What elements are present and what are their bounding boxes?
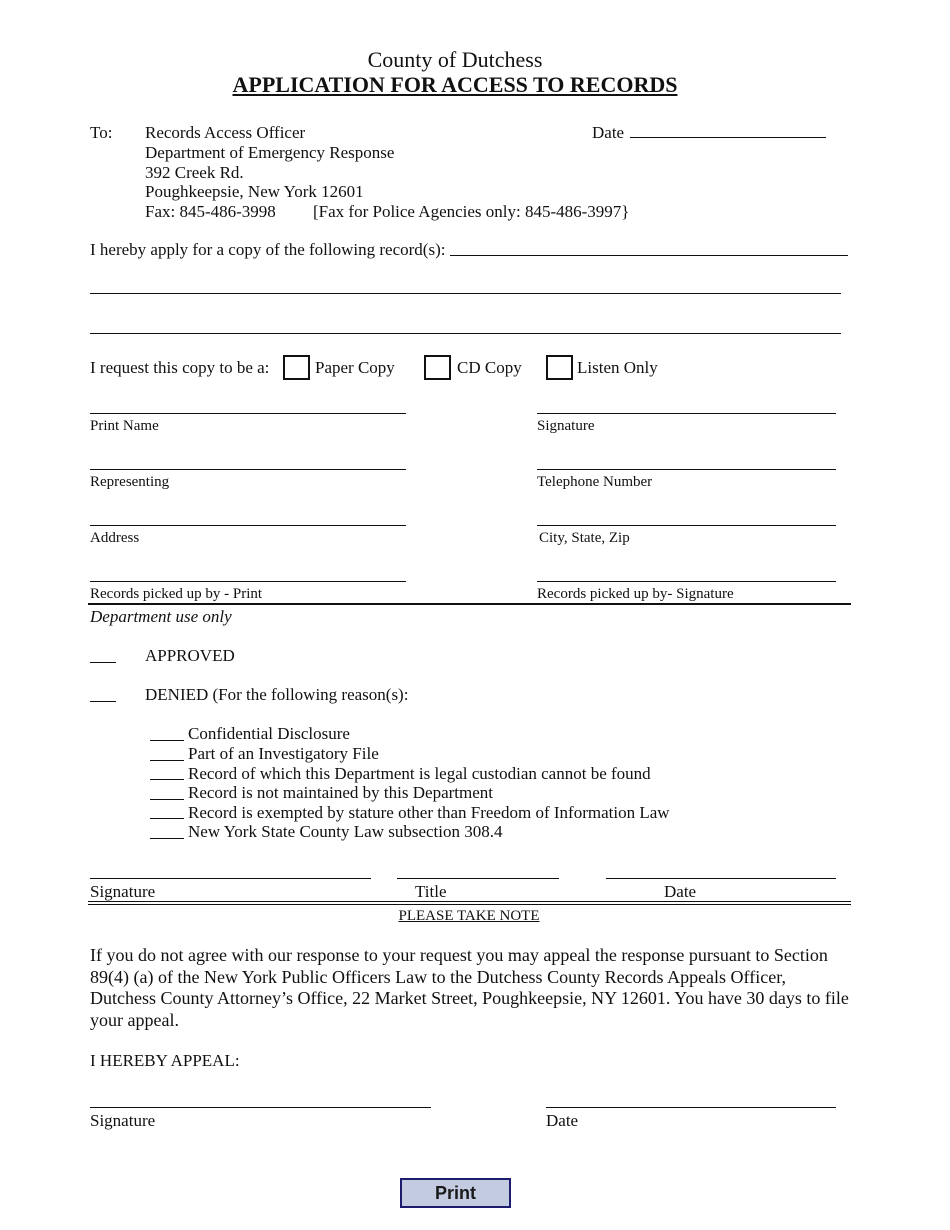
appeal-paragraph: If you do not agree with our response to your request you may appeal the response pursuant to Section 89(4) (a) of the New York Public Officers Law to the Dutchess County Records Appeals Officer, Dutchess County Attorney’s Office, 22 Market Street, Poughkeepsie, NY 12601. You have 30 days to file your appeal. <box>90 945 849 1030</box>
to-label: To: <box>90 123 113 142</box>
denied-mark-line[interactable] <box>90 701 116 702</box>
address-label: Address <box>90 530 140 546</box>
reason-mark-line-3[interactable] <box>150 779 184 780</box>
telephone-line[interactable] <box>537 469 836 470</box>
reason-mark-line-1[interactable] <box>150 740 184 741</box>
appeal-date-line[interactable] <box>546 1107 836 1108</box>
dept-title-line[interactable] <box>397 878 559 879</box>
dept-signature-line[interactable] <box>90 878 371 879</box>
approved-mark-line[interactable] <box>90 662 116 663</box>
appeal-date-label: Date <box>546 1111 579 1130</box>
city-state-zip-line[interactable] <box>537 525 836 526</box>
recipient-line-2: Department of Emergency Response <box>145 143 395 162</box>
representing-line[interactable] <box>90 469 406 470</box>
recipient-line-1: Records Access Officer <box>145 123 306 142</box>
dept-date-label: Date <box>664 882 697 901</box>
record-input-line-3[interactable] <box>90 333 841 334</box>
listen-only-label: Listen Only <box>577 358 658 377</box>
cd-copy-checkbox[interactable] <box>424 355 451 380</box>
reason-item-6: New York State County Law subsection 308.4 <box>188 822 503 841</box>
cd-copy-label: CD Copy <box>457 358 522 377</box>
department-heading: Department use only <box>90 607 232 626</box>
address-line[interactable] <box>90 525 406 526</box>
picked-up-print-line[interactable] <box>90 581 406 582</box>
print-name-line[interactable] <box>90 413 406 414</box>
paper-copy-label: Paper Copy <box>315 358 395 377</box>
dept-signature-label: Signature <box>90 882 156 901</box>
date-input-line[interactable] <box>630 137 826 138</box>
reason-item-3: Record of which this Department is legal custodian cannot be found <box>188 764 651 783</box>
reason-item-5: Record is exempted by stature other than Freedom of Information Law <box>188 803 670 822</box>
city-state-zip-label: City, State, Zip <box>539 530 630 546</box>
fax-number: Fax: 845-486-3998 <box>145 202 276 221</box>
print-button[interactable]: Print <box>400 1178 511 1208</box>
dept-date-line[interactable] <box>606 878 836 879</box>
appeal-label: I HEREBY APPEAL: <box>90 1051 240 1070</box>
form-title: APPLICATION FOR ACCESS TO RECORDS <box>232 72 678 97</box>
denied-label: DENIED (For the following reason(s): <box>145 685 409 704</box>
dept-title-label: Title <box>415 882 447 901</box>
approved-label: APPROVED <box>145 646 235 665</box>
reason-item-1: Confidential Disclosure <box>188 724 350 743</box>
reason-item-4: Record is not maintained by this Department <box>188 783 493 802</box>
print-name-label: Print Name <box>90 418 159 434</box>
telephone-label: Telephone Number <box>537 474 653 490</box>
paper-copy-checkbox[interactable] <box>283 355 310 380</box>
recipient-line-4: Poughkeepsie, New York 12601 <box>145 182 364 201</box>
picked-up-print-label: Records picked up by - Print <box>90 586 263 602</box>
reason-mark-line-6[interactable] <box>150 838 184 839</box>
appeal-signature-line[interactable] <box>90 1107 431 1108</box>
reason-mark-line-2[interactable] <box>150 760 184 761</box>
copy-type-label: I request this copy to be a: <box>90 358 270 377</box>
signature-label: Signature <box>537 418 595 434</box>
apply-text: I hereby apply for a copy of the following record(s): <box>90 240 446 259</box>
reason-mark-line-5[interactable] <box>150 818 184 819</box>
picked-up-signature-line[interactable] <box>537 581 836 582</box>
section-divider <box>88 603 851 605</box>
recipient-line-3: 392 Creek Rd. <box>145 163 244 182</box>
reason-item-2: Part of an Investigatory File <box>188 744 379 763</box>
date-label: Date <box>592 123 625 142</box>
representing-label: Representing <box>90 474 170 490</box>
picked-up-signature-label: Records picked up by- Signature <box>537 586 734 602</box>
fax-police-number: [Fax for Police Agencies only: 845-486-3997} <box>313 202 630 221</box>
note-divider <box>88 901 851 905</box>
reason-mark-line-4[interactable] <box>150 799 184 800</box>
record-input-line-1[interactable] <box>450 255 848 256</box>
appeal-signature-label: Signature <box>90 1111 156 1130</box>
county-title: County of Dutchess <box>367 47 543 72</box>
record-input-line-2[interactable] <box>90 293 841 294</box>
listen-only-checkbox[interactable] <box>546 355 573 380</box>
note-heading: PLEASE TAKE NOTE <box>398 908 540 924</box>
signature-line[interactable] <box>537 413 836 414</box>
